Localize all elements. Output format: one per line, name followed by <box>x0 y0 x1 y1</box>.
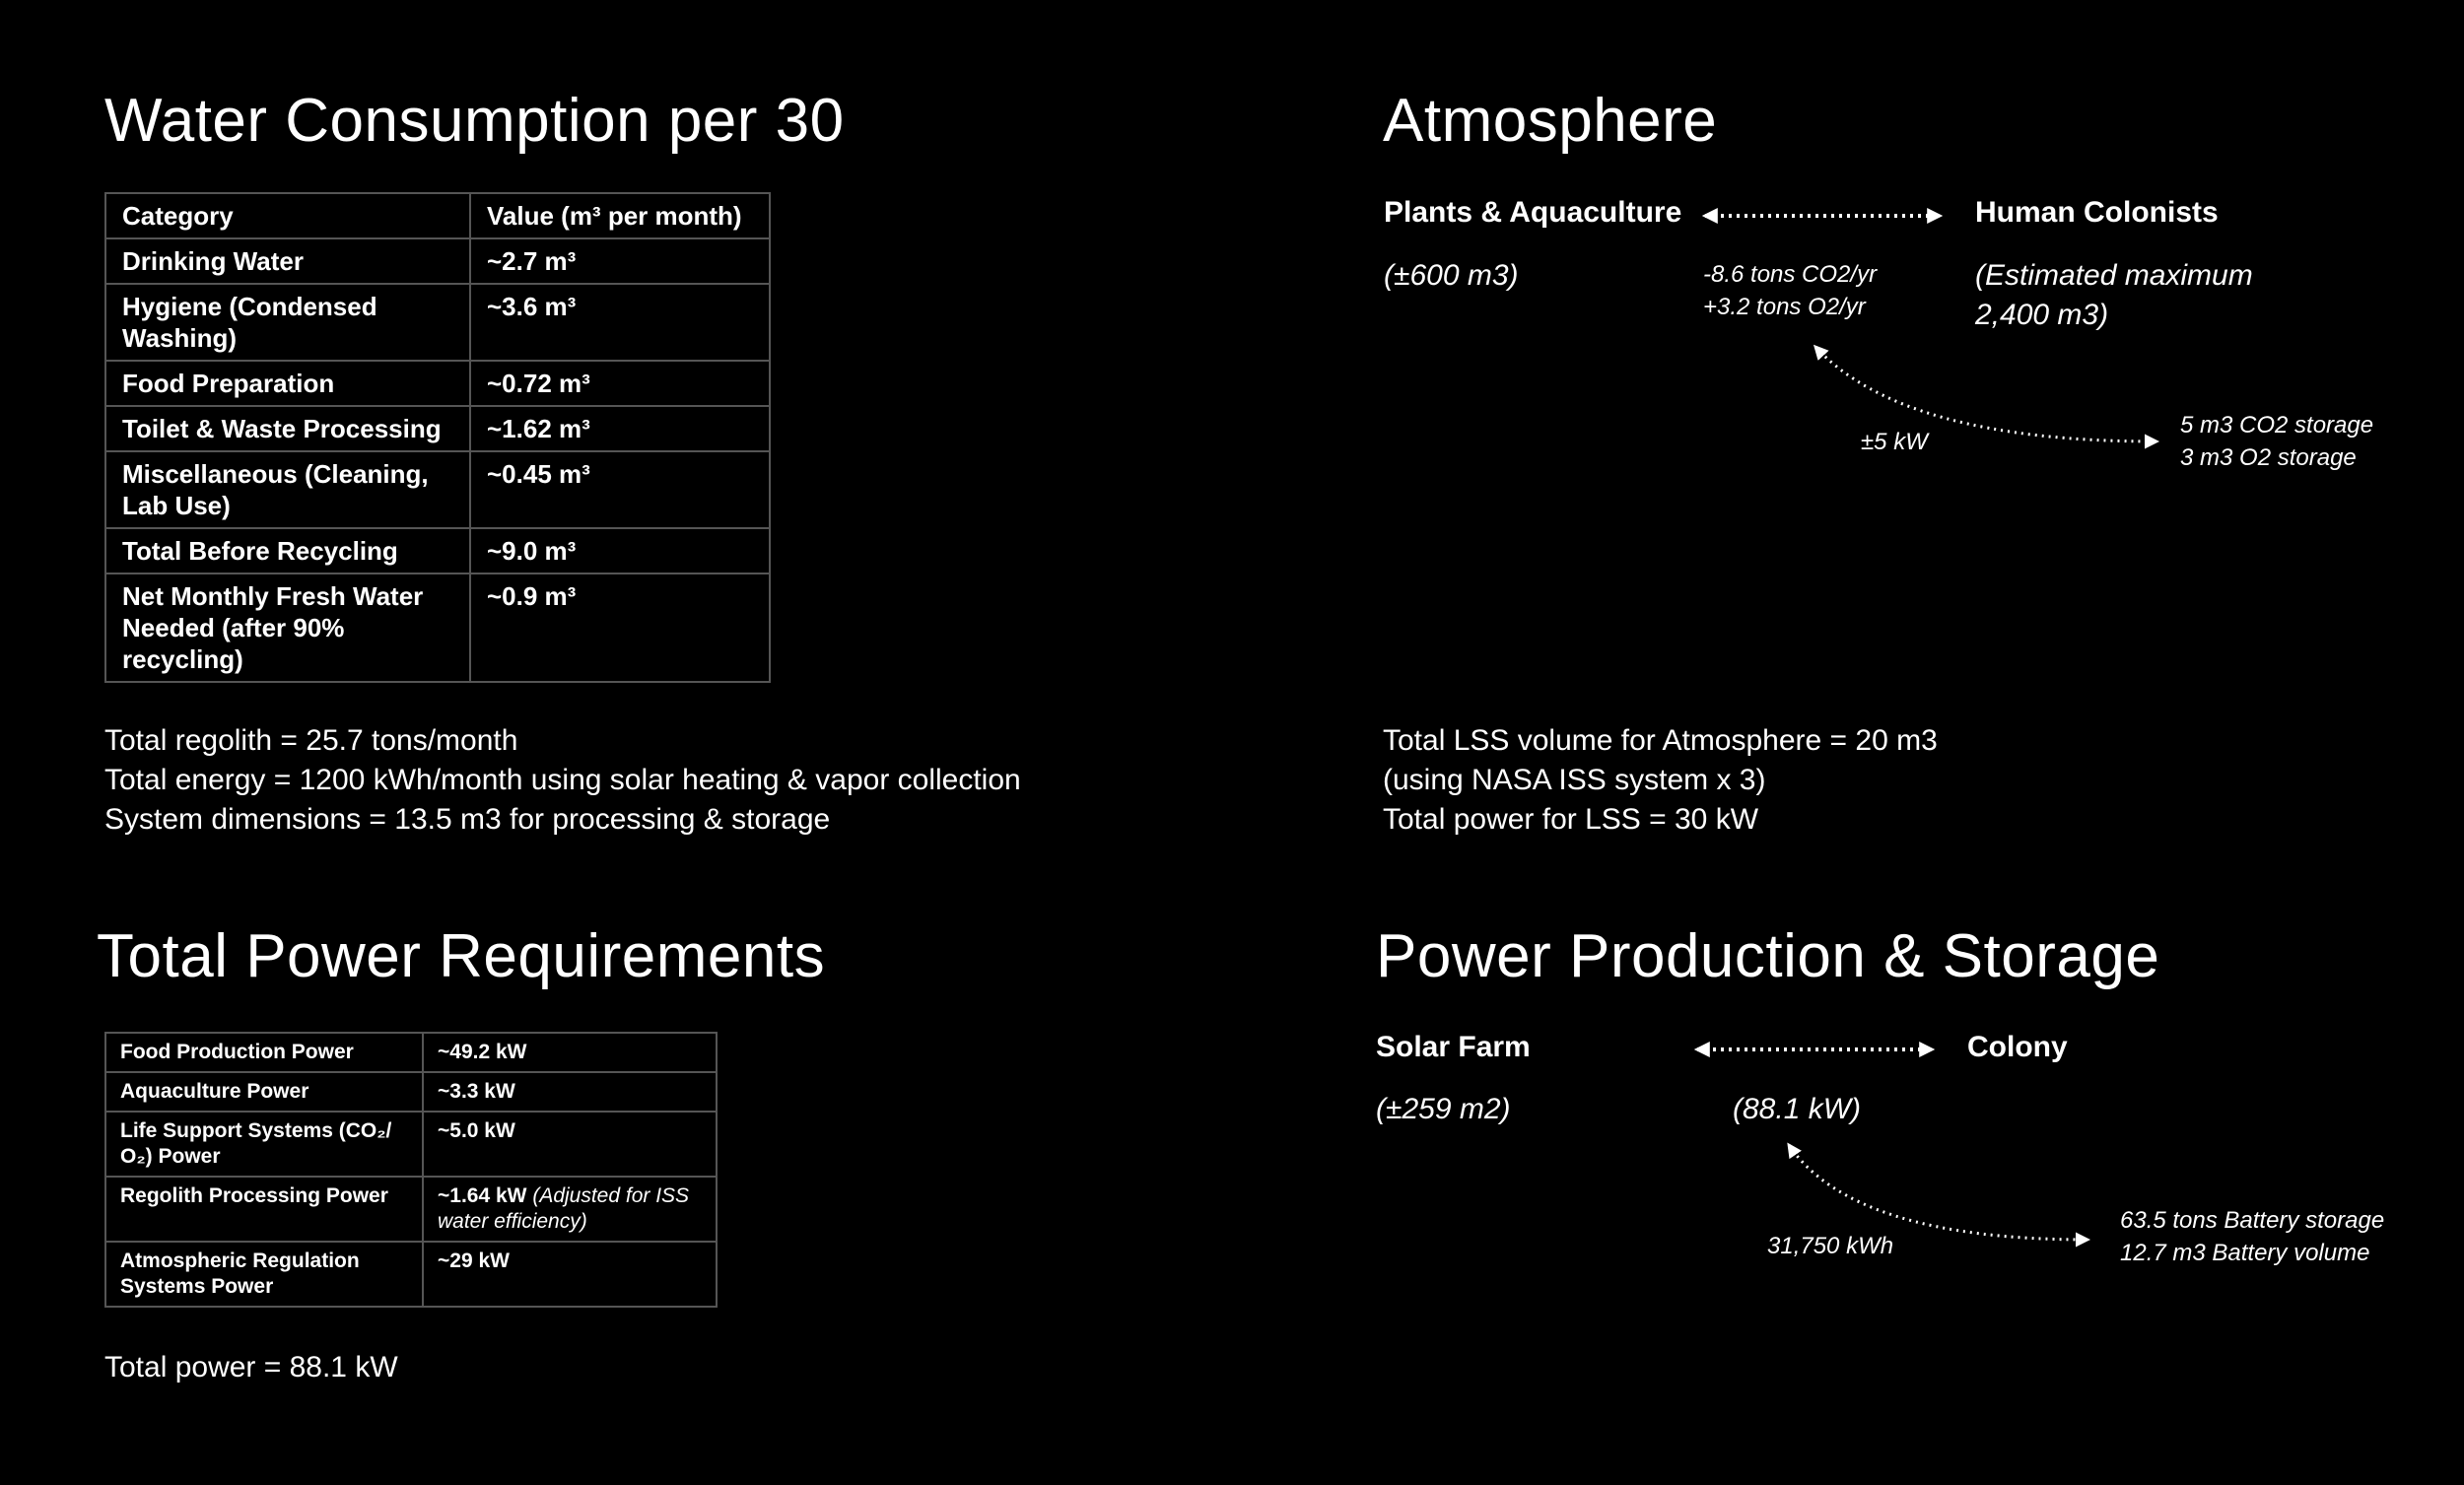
energy-label: 31,750 kWh <box>1767 1233 1894 1259</box>
plants-label: Plants & Aquaculture <box>1384 196 1682 229</box>
table-cell: Regolith Processing Power <box>105 1177 423 1242</box>
colonists-volume-line: 2,400 m3) <box>1975 299 2109 331</box>
colony-label: Colony <box>1967 1031 2068 1063</box>
table-header-cell: Category <box>105 193 470 238</box>
atmosphere-title: Atmosphere <box>1383 87 1718 155</box>
table-cell: ~0.72 m³ <box>470 361 770 406</box>
summary-line: Total regolith = 25.7 tons/month <box>104 724 518 757</box>
summary-line: Total energy = 1200 kWh/month using solar heating & vapor collection <box>104 764 1021 796</box>
power-value: ~3.3 kW <box>438 1080 515 1103</box>
summary-line: Total LSS volume for Atmosphere = 20 m3 <box>1383 724 1938 757</box>
solar-farm-label: Solar Farm <box>1376 1031 1531 1063</box>
table-cell: ~9.0 m³ <box>470 528 770 574</box>
power-flow-value: (88.1 kW) <box>1733 1093 1862 1125</box>
power-prod-title: Power Production & Storage <box>1376 922 2160 990</box>
power-note: (Adjusted for ISS water efficiency) <box>438 1184 690 1233</box>
power-total: Total power = 88.1 kW <box>104 1351 398 1384</box>
table-cell: Hygiene (Condensed Washing) <box>105 284 470 361</box>
storage-line: 5 m3 CO2 storage <box>2180 412 2374 439</box>
table-cell: Toilet & Waste Processing <box>105 406 470 451</box>
power-value: ~1.64 kW <box>438 1184 527 1207</box>
table-cell: Total Before Recycling <box>105 528 470 574</box>
atmo-power-label: ±5 kW <box>1861 429 1928 455</box>
table-cell: Life Support Systems (CO₂/ O₂) Power <box>105 1112 423 1177</box>
table-cell: Net Monthly Fresh Water Needed (after 90% recycling) <box>105 574 470 682</box>
table-cell: ~2.7 m³ <box>470 238 770 284</box>
power-value: ~29 kW <box>438 1249 510 1272</box>
table-cell: ~0.9 m³ <box>470 574 770 682</box>
storage-line: 3 m3 O2 storage <box>2180 444 2357 471</box>
table-cell: Aquaculture Power <box>105 1072 423 1112</box>
storage-line: 12.7 m3 Battery volume <box>2120 1240 2370 1266</box>
table-cell: Food Production Power <box>105 1033 423 1072</box>
table-cell: Drinking Water <box>105 238 470 284</box>
summary-line: Total power for LSS = 30 kW <box>1383 803 1759 836</box>
solar-farm-area: (±259 m2) <box>1376 1093 1511 1125</box>
power-req-title: Total Power Requirements <box>97 922 826 990</box>
table-cell: Atmospheric Regulation Systems Power <box>105 1242 423 1307</box>
colonists-label: Human Colonists <box>1975 196 2219 229</box>
table-cell: ~1.62 m³ <box>470 406 770 451</box>
table-header-cell: Value (m³ per month) <box>470 193 770 238</box>
table-cell: ~3.6 m³ <box>470 284 770 361</box>
table-cell: ~0.45 m³ <box>470 451 770 528</box>
table-cell: Food Preparation <box>105 361 470 406</box>
water-title: Water Consumption per 30 <box>104 87 845 155</box>
curved-arrow-icon <box>1789 1145 2088 1240</box>
curved-arrow-icon <box>1815 347 2156 441</box>
table-cell: Miscellaneous (Cleaning, Lab Use) <box>105 451 470 528</box>
colonists-volume-line: (Estimated maximum <box>1975 259 2253 292</box>
exchange-line: -8.6 tons CO2/yr <box>1703 261 1878 288</box>
power-value: ~5.0 kW <box>438 1119 515 1142</box>
summary-line: (using NASA ISS system x 3) <box>1383 764 1766 796</box>
exchange-line: +3.2 tons O2/yr <box>1703 294 1866 320</box>
storage-line: 63.5 tons Battery storage <box>2120 1207 2385 1234</box>
summary-line: System dimensions = 13.5 m3 for processing & storage <box>104 803 831 836</box>
plants-volume: (±600 m3) <box>1384 259 1519 292</box>
power-value: ~49.2 kW <box>438 1041 527 1063</box>
